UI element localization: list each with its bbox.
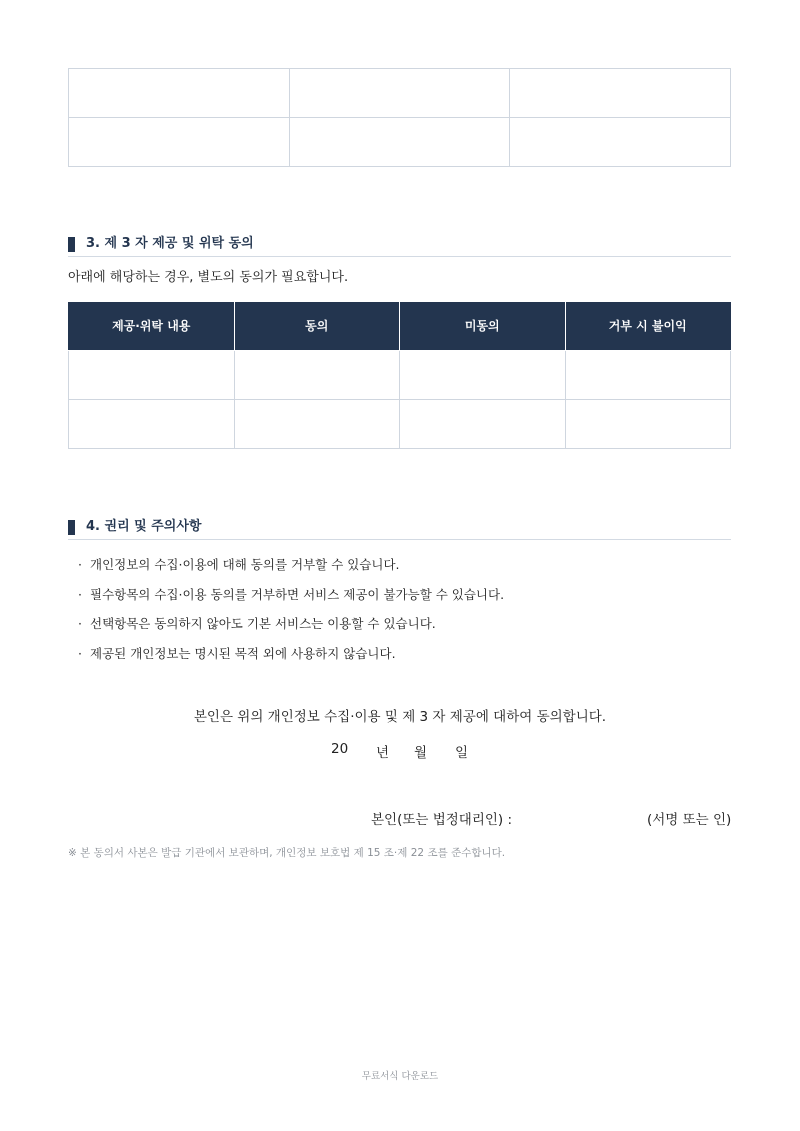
date-month-label: 월 — [414, 745, 428, 761]
table-cell[interactable] — [69, 350, 235, 399]
section-4-title: 4. 권리 및 주의사항 — [86, 519, 202, 534]
list-item-text: 선택항목은 동의하지 않아도 기본 서비스는 이용할 수 있습니다. — [90, 616, 436, 631]
table-cell[interactable] — [400, 399, 566, 448]
list-item-text: 개인정보의 수집·이용에 대해 동의를 거부할 수 있습니다. — [90, 557, 400, 572]
list-item-text: 필수항목의 수집·이용 동의를 거부하면 서비스 제공이 불가능할 수 있습니다. — [90, 586, 505, 602]
date-year-label: 년 — [376, 745, 390, 761]
table-cell[interactable] — [565, 350, 731, 399]
bullet-dot: · — [78, 557, 82, 572]
agreement-statement: 본인은 위의 개인정보 수집·이용 및 제 3 자 제공에 대하여 동의합니다. — [193, 709, 607, 725]
heading-marker — [68, 237, 75, 252]
table-cell[interactable] — [565, 399, 731, 448]
table-row — [69, 69, 731, 118]
list-item — [78, 609, 504, 639]
date-year-prefix: 20 — [331, 741, 349, 757]
top-table — [68, 68, 731, 167]
table-row — [69, 118, 731, 167]
list-item — [78, 580, 504, 610]
table-cell[interactable] — [400, 350, 566, 399]
table-row — [69, 350, 731, 399]
column-header-agree: 동의 — [234, 302, 400, 350]
consent-table — [68, 302, 731, 449]
column-header-disagree: 미동의 — [400, 302, 566, 350]
heading-marker — [68, 520, 75, 535]
table-cell — [289, 69, 510, 118]
footnote: ※ 본 동의서 사본은 발급 기관에서 보관하며, 개인정보 보호법 제 15 조·제 22 조를 준수합니다. — [68, 847, 506, 859]
bullet-dot: · — [78, 616, 82, 631]
table-cell[interactable] — [234, 399, 400, 448]
bullet-dot: · — [78, 645, 82, 661]
section-3-title: 3. 제 3 자 제공 및 위탁 동의 — [86, 236, 254, 251]
table-cell — [510, 69, 731, 118]
table-cell — [69, 118, 290, 167]
signer-label: 본인(또는 법정대리인) : — [371, 812, 513, 828]
section-4-heading — [68, 518, 731, 540]
column-header-content: 제공·위탁 내용 — [69, 302, 235, 350]
bullet-dot: · — [78, 586, 82, 602]
column-header-disadvantage: 거부 시 불이익 — [565, 302, 731, 350]
table-cell — [69, 69, 290, 118]
rights-notes-list — [78, 550, 504, 668]
table-cell[interactable] — [69, 399, 235, 448]
list-item — [78, 639, 504, 669]
list-item-text: 제공된 개인정보는 명시된 목적 외에 사용하지 않습니다. — [90, 645, 396, 661]
table-header-row — [69, 302, 731, 350]
date-day-label: 일 — [455, 745, 469, 761]
section-3-heading — [68, 235, 731, 257]
table-row — [69, 399, 731, 448]
footer-link[interactable]: 무료서식 다운로드 — [361, 1071, 439, 1082]
section-3-intro: 아래에 해당하는 경우, 별도의 동의가 필요합니다. — [68, 270, 349, 285]
table-cell[interactable] — [234, 350, 400, 399]
list-item — [78, 550, 504, 580]
table-cell — [510, 118, 731, 167]
sign-or-seal-label: (서명 또는 인) — [647, 812, 732, 828]
table-cell — [289, 118, 510, 167]
